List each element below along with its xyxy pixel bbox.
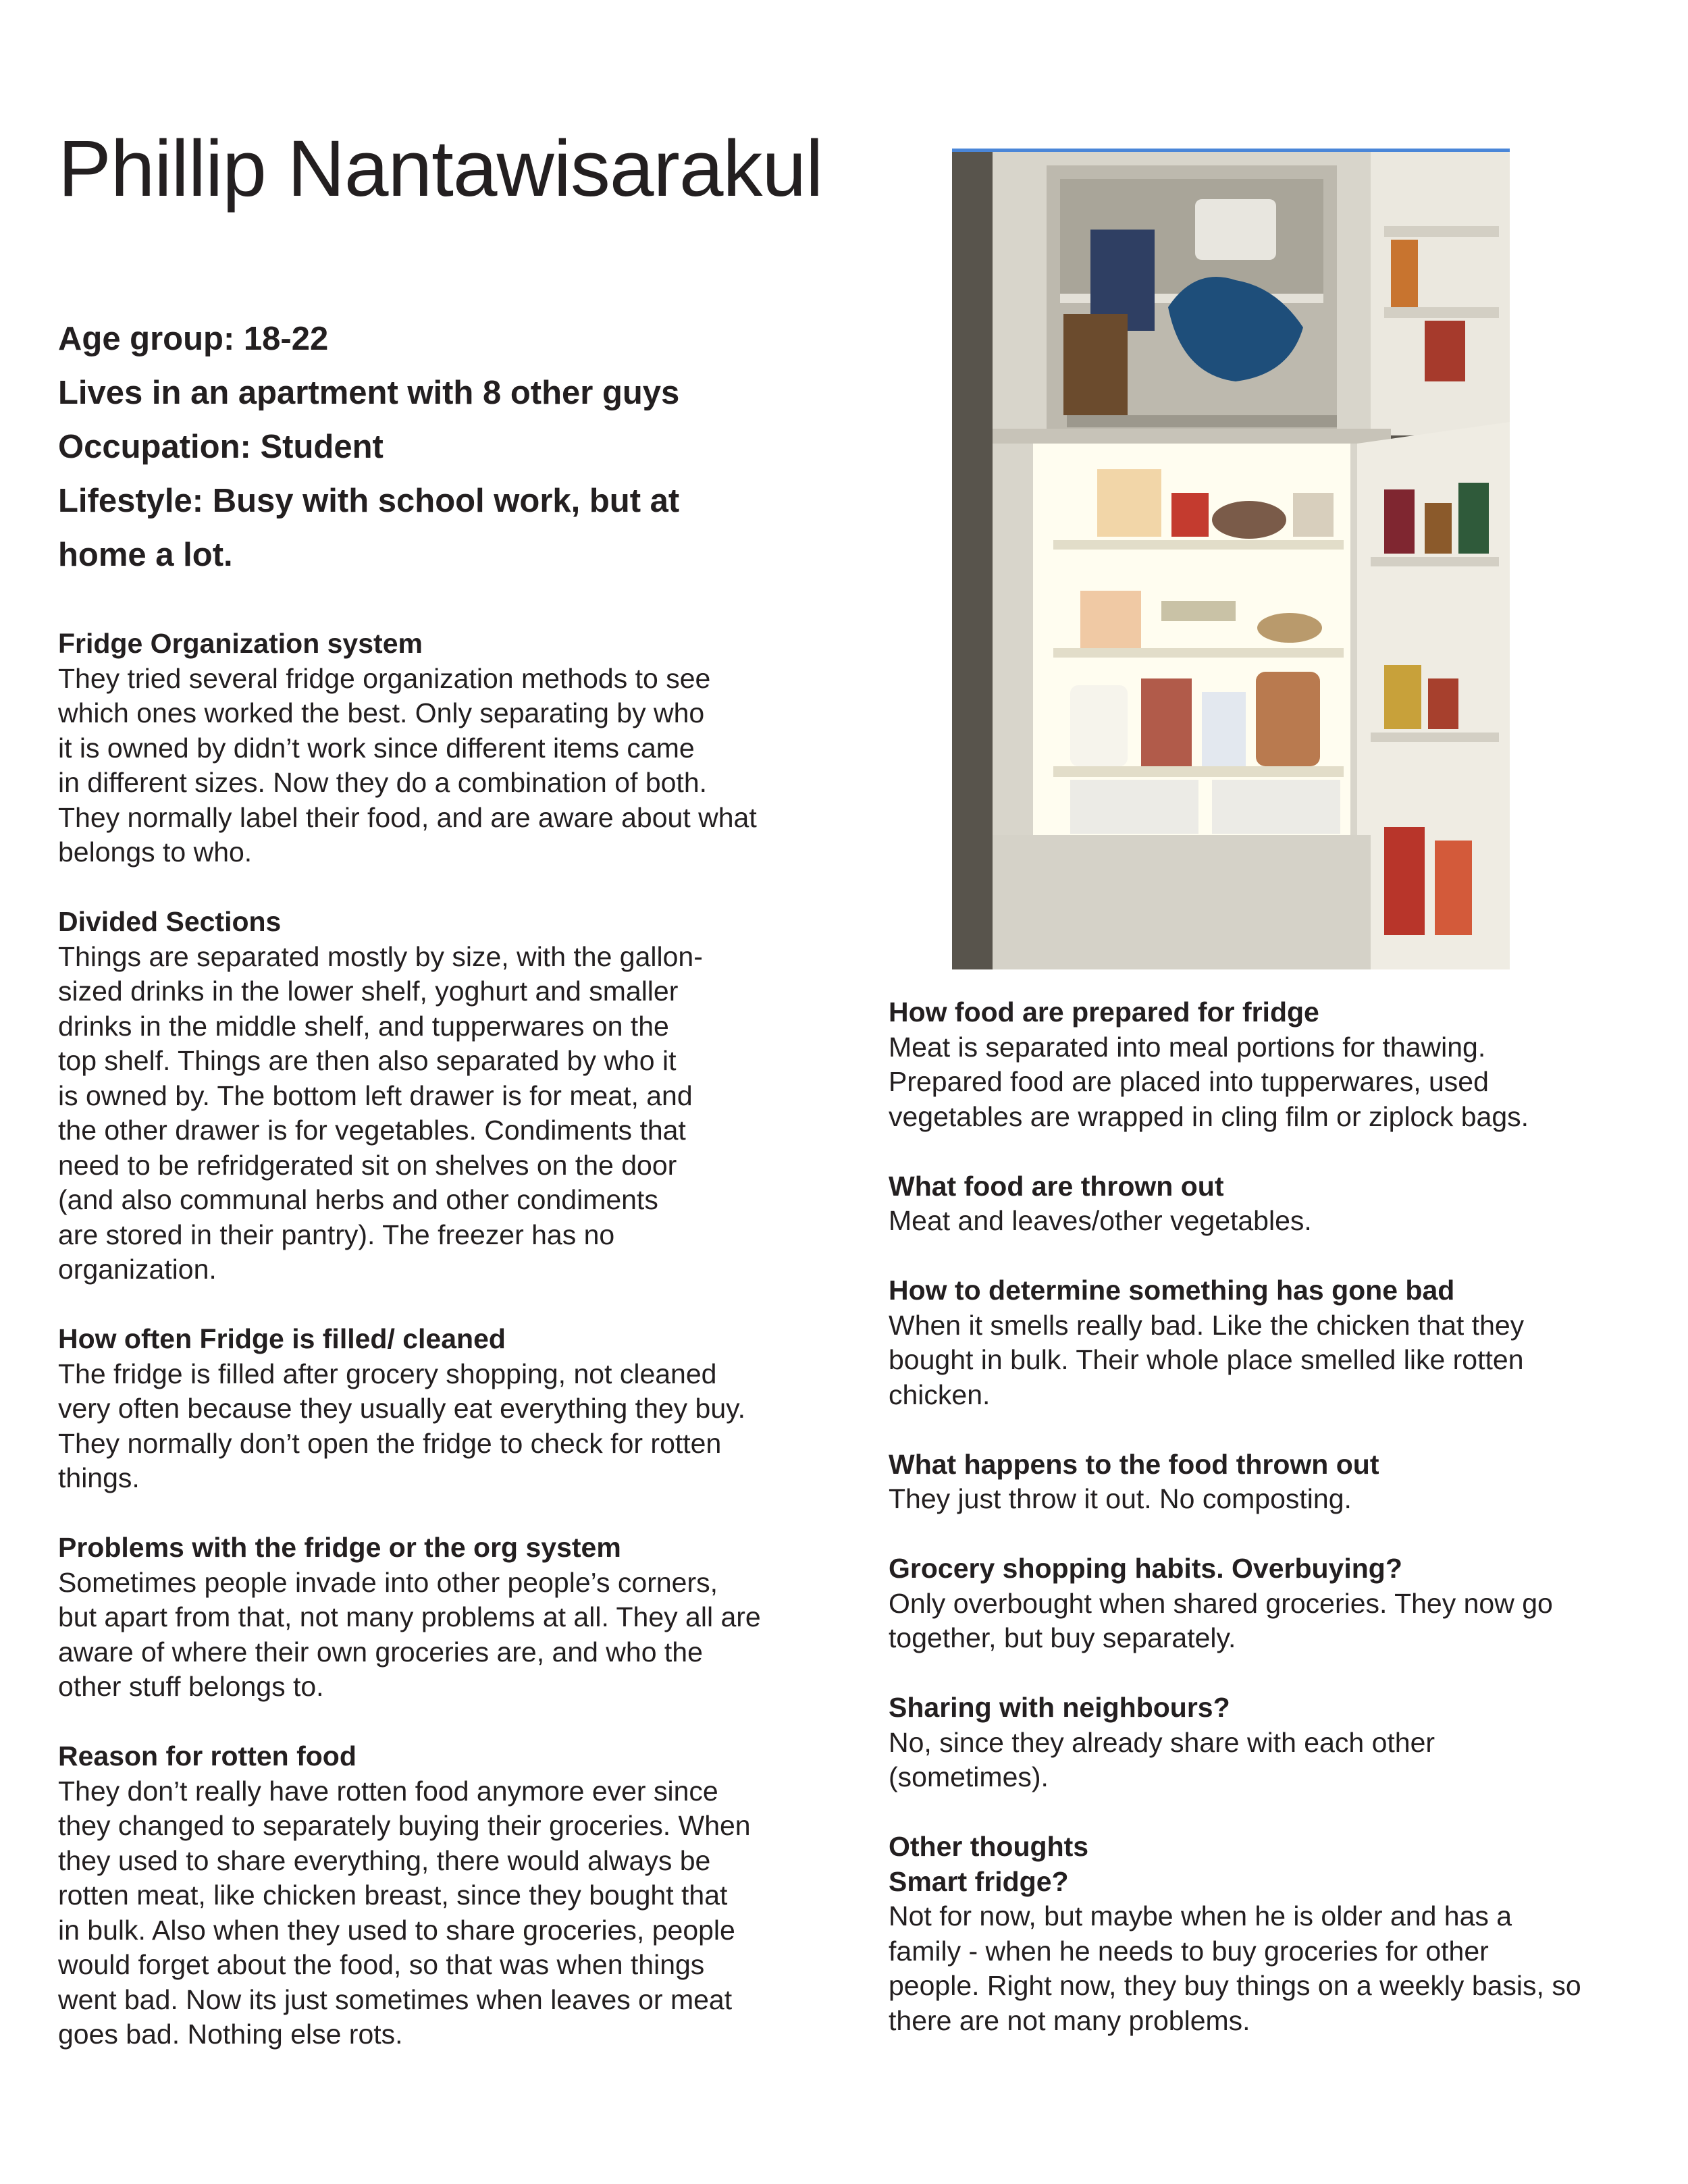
section-heading: What happens to the food thrown out — [889, 1448, 1379, 1480]
fridge-shelf-bottom — [1053, 766, 1344, 777]
freezer-door-item — [1391, 240, 1418, 307]
drawer-left — [1070, 780, 1198, 834]
sauce-bottle — [1435, 841, 1472, 935]
section-problems — [58, 1530, 821, 1705]
freezer-door-item — [1425, 321, 1465, 381]
jar — [1293, 493, 1334, 537]
door-shelf — [1371, 557, 1499, 566]
section-heading: How to determine something has gone bad — [889, 1275, 1455, 1306]
fridge-shelf-top — [1053, 540, 1344, 550]
section-body: They just throw it out. No composting. — [889, 1483, 1352, 1514]
section-body: Only overbought when shared groceries. They now go together, but buy separately. — [889, 1587, 1553, 1653]
profile-living-situation: Lives in an apartment with 8 other guys — [58, 375, 680, 411]
condiment-jar — [1384, 665, 1421, 729]
section-heading: What food are thrown out — [889, 1170, 1224, 1202]
tupperware — [1080, 591, 1141, 648]
section-food-thrown-out — [889, 1169, 1652, 1239]
section-heading: Grocery shopping habits. Overbuying? — [889, 1553, 1402, 1584]
section-food-preparation — [889, 995, 1652, 1134]
small-container — [1171, 493, 1209, 537]
section-other-thoughts — [889, 1830, 1652, 2038]
profile-occupation: Occupation: Student — [58, 429, 384, 465]
section-heading: Problems with the fridge or the org system — [58, 1532, 621, 1563]
fridge-shelf-middle — [1053, 648, 1344, 658]
freezer-food-package — [1063, 314, 1128, 415]
section-rotten-food-reason — [58, 1739, 821, 2052]
section-heading: Fridge Organization system — [58, 628, 423, 659]
freezer-floor — [1067, 415, 1337, 427]
page-title: Phillip Nantawisarakul — [58, 124, 823, 213]
section-heading: How food are prepared for fridge — [889, 996, 1319, 1028]
section-disposal — [889, 1447, 1652, 1517]
section-heading: Reason for rotten food — [58, 1740, 357, 1772]
section-sharing-neighbours — [889, 1690, 1652, 1795]
profile-summary — [58, 312, 814, 582]
section-body: Things are separated mostly by size, with the gallon- sized drinks in the lower shelf, yoghurt and smaller drinks in the middle shelf, and tupperwares on the top shelf. Things are then also separated by who it is owned by. The bottom left drawer is for meat, and the other drawer is for vegetables. Condiments that need to be refridgerated sit on shelves on the door (and also communal herbs and other condiments are stored in their pantry). The freezer has no organization. — [58, 940, 703, 1285]
section-fill-clean-frequency — [58, 1322, 821, 1496]
section-body: The fridge is filled after grocery shopping, not cleaned very often because they usually eat everything they buy. They normally don’t open the fridge to check for rotten things. — [58, 1358, 746, 1493]
packaged-food — [1161, 601, 1236, 621]
section-body: Sometimes people invade into other people’s corners, but apart from that, not many problems at all. They all are aware of where their own groceries are, and who the other stuff belongs to. — [58, 1566, 761, 1702]
condiment-bottle — [1458, 483, 1489, 554]
condiment-bottle — [1425, 503, 1452, 554]
section-heading: Divided Sections — [58, 906, 282, 937]
freezer-door-rack — [1384, 307, 1499, 318]
juice-jug — [1141, 678, 1192, 766]
left-column — [58, 627, 821, 2087]
ketchup-bottle — [1384, 827, 1425, 935]
section-body: They don’t really have rotten food anymore ever since they changed to separately buying their groceries. When they used to share everything, there would always be rotten meat, like chicken breast, since they bought that in bulk. Also when they used to share groceries, people would forget about the food, so that was when things went bad. Now its just sometimes when leaves or meat goes bad. Nothing else rots. — [58, 1775, 751, 2050]
yoghurt-tub — [1202, 692, 1246, 766]
section-body: Meat is separated into meal portions for thawing. Prepared food are placed into tupperwares, used vegetables are wrapped in cling film or ziplock bags. — [889, 1031, 1529, 1132]
section-body: No, since they already share with each other (sometimes). — [889, 1726, 1435, 1792]
section-heading: Sharing with neighbours? — [889, 1692, 1230, 1723]
profile-lifestyle: Lifestyle: Busy with school work, but at — [58, 483, 680, 519]
section-body: They tried several fridge organization methods to see which ones worked the best. Only separating by who it is owned by didn’t work since different items came in different sizes. Now they do a combination of both. They normally label their food, and are aware about what belongs to who. — [58, 662, 757, 868]
section-body: Not for now, but maybe when he is older and has a family - when he needs to buy groceries for other people. Right now, they buy things on a weekly basis, so there are not many problems. — [889, 1900, 1581, 2036]
ice-tray — [1195, 199, 1276, 260]
drawer-right — [1212, 780, 1340, 834]
section-heading: How often Fridge is filled/ cleaned — [58, 1323, 506, 1354]
bowl — [1212, 501, 1286, 539]
fridge-photo — [952, 149, 1510, 969]
section-divided-sections — [58, 905, 821, 1287]
section-fridge-organization — [58, 627, 821, 870]
milk-jug — [1070, 685, 1128, 766]
door-shelf — [1371, 733, 1499, 742]
section-heading: Other thoughts Smart fridge? — [889, 1831, 1089, 1897]
tupperware — [1097, 469, 1161, 537]
bowl — [1257, 613, 1322, 643]
condiment-jar — [1428, 678, 1458, 729]
right-column — [889, 995, 1652, 2073]
freezer-divider — [993, 429, 1391, 444]
section-shopping-habits — [889, 1551, 1652, 1656]
fridge-base — [993, 835, 1371, 969]
condiment-bottle — [1384, 489, 1415, 554]
section-body: When it smells really bad. Like the chicken that they bought in bulk. Their whole place smelled like rotten chicken. — [889, 1309, 1525, 1410]
profile-age-group: Age group: 18-22 — [58, 321, 329, 357]
profile-lifestyle-continued: home a lot. — [58, 537, 233, 573]
cider-jug — [1256, 672, 1320, 766]
section-body: Meat and leaves/other vegetables. — [889, 1205, 1312, 1236]
fridge-illustration — [952, 152, 1510, 969]
freezer-door-rack — [1384, 226, 1499, 237]
section-gone-bad — [889, 1273, 1652, 1412]
